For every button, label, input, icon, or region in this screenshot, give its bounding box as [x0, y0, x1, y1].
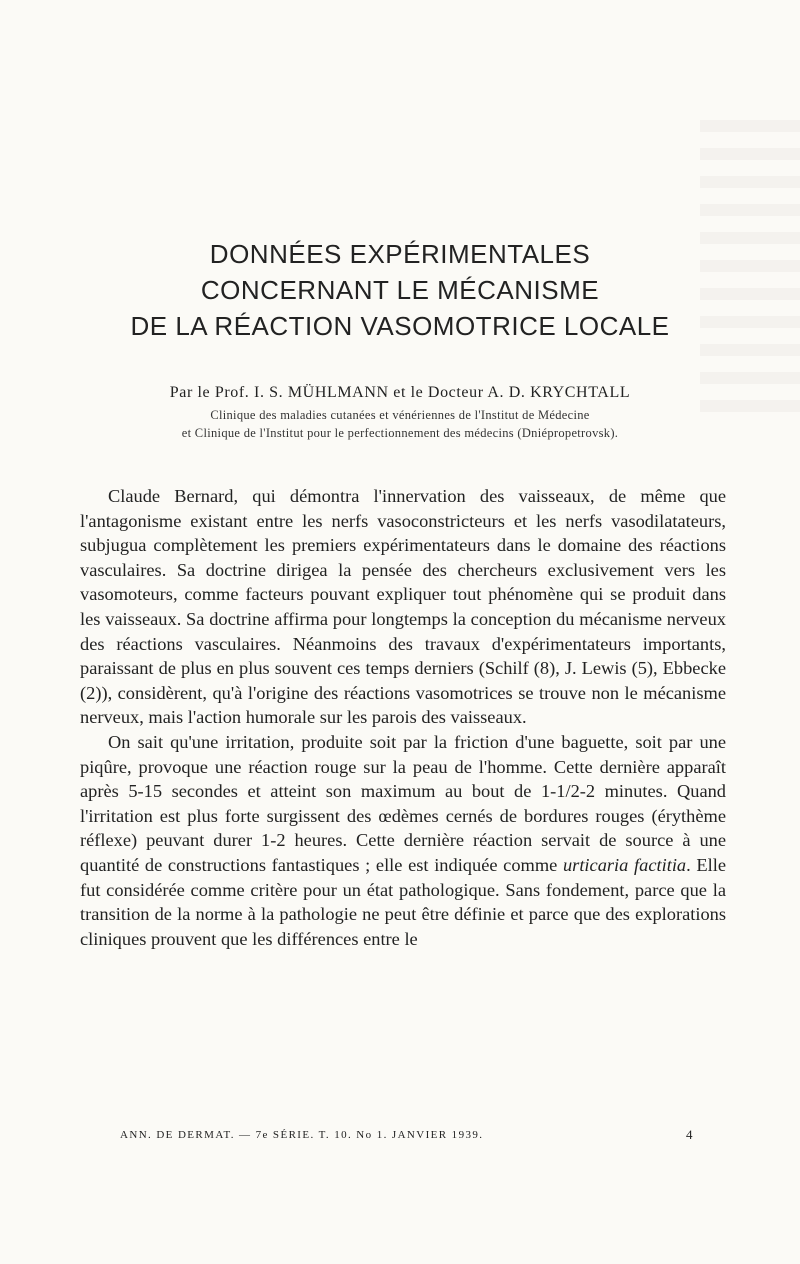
article-body [80, 484, 726, 951]
title-line-1: DONNÉES EXPÉRIMENTALES [209, 239, 591, 269]
paragraph-2 [80, 730, 726, 951]
affiliation [0, 406, 800, 442]
authors-line: Par le Prof. I. S. MÜHLMANN et le Docteur A. D. KRYCHTALL [169, 384, 631, 401]
affiliation-line-2: et Clinique de l'Institut pour le perfectionnement des médecins (Dniépropetrovsk). [181, 426, 619, 440]
paragraph-2-part-a: On sait qu'une irritation, produite soit par la friction d'une baguette, soit par une piqûre, provoque une réaction rouge sur la peau de l'homme. Cette dernière apparaît après 5-15 secondes et atteint son maximum au bout de 1-1/2-2 minutes. Quand l'irritation est plus forte surgissent des œdèmes cernés de bordures rouges (érythème réflexe) peuvant durer 1-2 heures. Cette dernière réaction servait de source à une quantité de constructions fantastiques ; elle est indiquée comme [80, 731, 726, 875]
journal-citation: ANN. DE DERMAT. — 7e SÉRIE. T. 10. No 1. JANVIER 1939. [120, 1129, 484, 1141]
page-number: 4 [686, 1127, 693, 1142]
title-line-2: CONCERNANT LE MÉCANISME [200, 275, 600, 305]
affiliation-line-1: Clinique des maladies cutanées et vénériennes de l'Institut de Médecine [210, 408, 590, 422]
paragraph-1: Claude Bernard, qui démontra l'innervation des vaisseaux, de même que l'antagonisme existant entre les nerfs vasoconstricteurs et les nerfs vasodilatateurs, subjugua complètement les premiers expérimentateurs dans le domaine des réactions vasculaires. Sa doctrine dirigea la pensée des chercheurs exclusivement vers les vasomoteurs, comme facteurs pouvant expliquer tout phénomène qui se produit dans les vaisseaux. Sa doctrine affirma pour longtemps la conception du mécanisme nerveux des réactions vasculaires. Néanmoins des travaux d'expérimentateurs importants, paraissant de plus en plus souvent ces temps derniers (Schilf (8), J. Lewis (5), Ebbecke (2)), considèrent, qu'à l'origine des réactions vasomotrices se trouve non le mécanisme nerveux, mais l'action humorale sur les parois des vaisseaux. [80, 486, 726, 728]
paragraph-2-part-b: . Elle fut considérée comme critère pour un état pathologique. Sans fondement, parce que la transition de la norme à la pathologie ne peut être définie et parce que des explorations cliniques prouvent que les différences entre le [80, 854, 726, 949]
title-line-3: DE LA RÉACTION VASOMOTRICE LOCALE [130, 311, 670, 341]
article-title [0, 236, 800, 344]
paragraph-2-italic: urticaria factitia [562, 854, 687, 875]
